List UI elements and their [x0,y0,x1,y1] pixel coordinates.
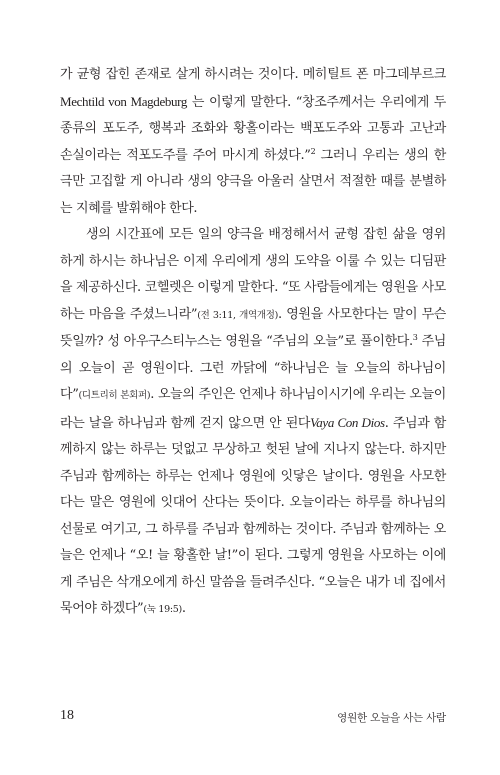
footnote-marker: 2 [310,146,316,156]
citation: (눅 19:5) [143,604,182,615]
text-run: . [181,601,186,616]
text-run: 가 균형 잡힌 존재로 살게 하시려는 것이다. 메히틸트 폰 마그데부르크 [60,67,446,82]
body-text [60,62,446,624]
page-number: 18 [60,708,74,723]
paragraph-2 [60,222,446,624]
text-run: 주님의 오늘이 곧 영원이다. 그런 까닭에 “하나님은 늘 오늘의 하나님이다” [60,334,447,402]
text-run: 생의 시간표에 모든 일의 양극을 배정해서서 균형 잡힌 삶을 영위하게 하시는 하나님은 이제 우리에게 생의 도약을 이룰 수 있는 디딤판을 제공하신다. 코헬렛은 이렇게 말한다. “또 사람들에게는 영원을 사모하는 마음을 주셨느니라” [60,227,446,322]
page-footer [60,708,446,728]
text-run: . 오늘의 주인은 언제나 하나님이시기에 우리는 오늘이라는 날을 하나님과 함께 걷지 않으면 안 된다 [60,387,446,431]
footnote-marker: 3 [412,333,418,342]
text-run: 그러니 우리는 생의 한 극만 고집할 게 아니라 생의 양극을 아울러 살면서 적절한 때를 분별하는 지혜를 발휘해야 한다. [60,147,446,216]
paragraph-1 [60,62,446,222]
latin-phrase: Vaya Con Dios [310,414,385,430]
text-run: . 영원을 사모한다는 말이 무슨 뜻일까? 성 아우구스티누스는 영원을 “주님의 오늘”로 풀이한다. [60,306,446,349]
latin-name: Mechtild von Magdeburg [60,93,188,109]
text-run: . 주님과 함께하지 않는 하루는 덧없고 무상하고 헛된 날에 지나지 않는다. 하지만 주님과 함께하는 하루는 언제나 영원에 잇닿은 날이다. 영원을 사모한다는 말은 영원에 잇대어 산다는 뜻이다. 오늘이라는 하루를 하나님의 선물로 여기고, 그 하루를 주님과 함께하는 것이다. 주님과 함께하는 오늘은 언제나 “오! 늘 황홀한 날!”이 된다. 그렇게 영원을 사모하는 이에게 주님은 삭개오에게 하신 말씀을 들려주신다. “오늘은 내가 네 집에서 묵어야 하겠다” [60,415,446,616]
running-title: 영원한 오늘을 사는 사람 [337,712,446,724]
text-run: 는 이렇게 말한다. “창조주께서는 우리에게 두 종류의 포도주, 행복과 조화와 황홀이라는 백포도주와 고통과 고난과 손실이라는 적포도주를 주어 마시게 하셨다.” [60,94,446,163]
citation: (전 3:11, 개역개정) [197,309,279,321]
citation: (디트리히 본회퍼) [78,390,151,401]
